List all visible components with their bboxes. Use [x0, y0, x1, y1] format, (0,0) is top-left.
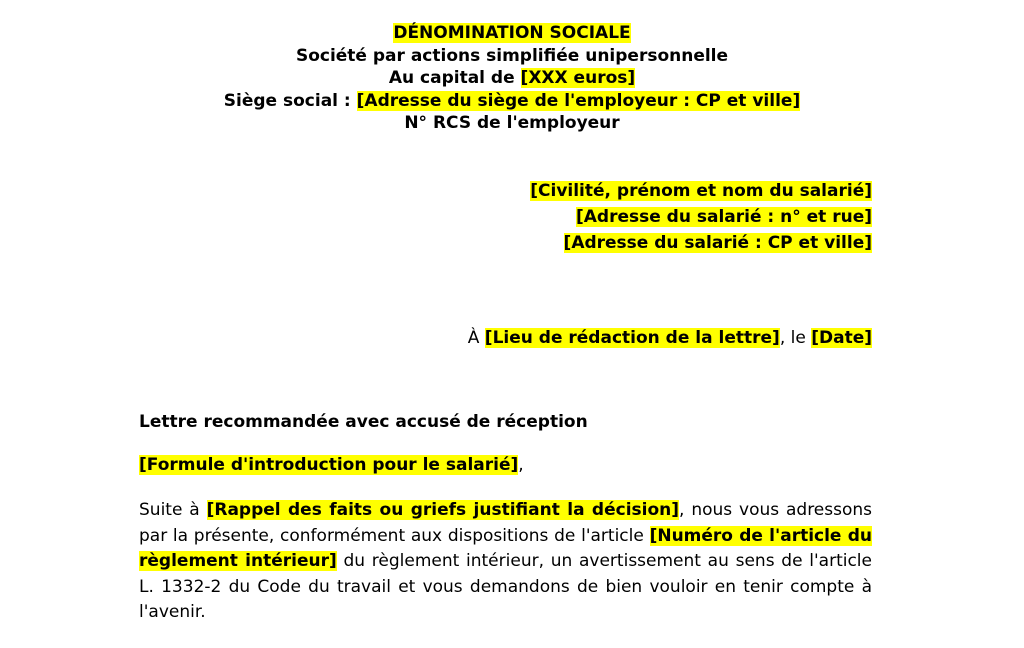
greeting-placeholder: [Formule d'introduction pour le salarié]: [139, 455, 519, 475]
paragraph-intro: Suite à: [139, 500, 207, 520]
legal-form: Société par actions simplifiée unipersonnelle: [295, 45, 729, 66]
company-name-line: [0, 22, 1024, 45]
rcs-number: N° RCS de l'employeur: [404, 113, 620, 133]
recipient-block: [530, 178, 872, 256]
seat-line: [0, 90, 1024, 113]
place-date-line: [468, 326, 872, 350]
recipient-street-line: [530, 204, 872, 230]
capital-value: [XXX euros]: [520, 68, 636, 88]
seat-label: Siège social :: [223, 90, 357, 111]
recipient-name-line: [530, 178, 872, 204]
delivery-mode: Lettre recommandée avec accusé de réception: [139, 412, 588, 432]
seat-value: [Adresse du siège de l'employeur : CP et ville]: [356, 90, 801, 111]
capital-line: [0, 67, 1024, 90]
company-name: DÉNOMINATION SOCIALE: [393, 23, 631, 43]
capital-label: Au capital de: [388, 68, 521, 88]
paragraph-end: du règlement intérieur, un avertissement au sens de l'article L. 1332-2 du Code du travail et vous demandons de bien vouloir en tenir compte à l'avenir.: [139, 551, 872, 622]
article-placeholder: [Numéro de l'article du règlement intérieur]: [139, 525, 872, 571]
facts-placeholder: [Rappel des faits ou griefs justifiant la décision]: [206, 500, 680, 520]
greeting-line: [139, 455, 872, 475]
recipient-city: [Adresse du salarié : CP et ville]: [563, 233, 872, 253]
paragraph-middle: , nous vous adressons par la présente, conformément aux dispositions de l'article: [139, 500, 873, 546]
recipient-city-line: [530, 230, 872, 256]
place-prefix: À: [467, 328, 485, 348]
date-placeholder: [Date]: [811, 328, 872, 348]
date-connector: , le: [779, 328, 812, 348]
place-placeholder: [Lieu de rédaction de la lettre]: [484, 328, 780, 348]
recipient-street: [Adresse du salarié : n° et rue]: [575, 207, 872, 227]
company-header: [0, 22, 1024, 135]
recipient-name: [Civilité, prénom et nom du salarié]: [530, 181, 872, 201]
greeting-comma: ,: [518, 455, 524, 475]
body-paragraph: [139, 498, 872, 626]
